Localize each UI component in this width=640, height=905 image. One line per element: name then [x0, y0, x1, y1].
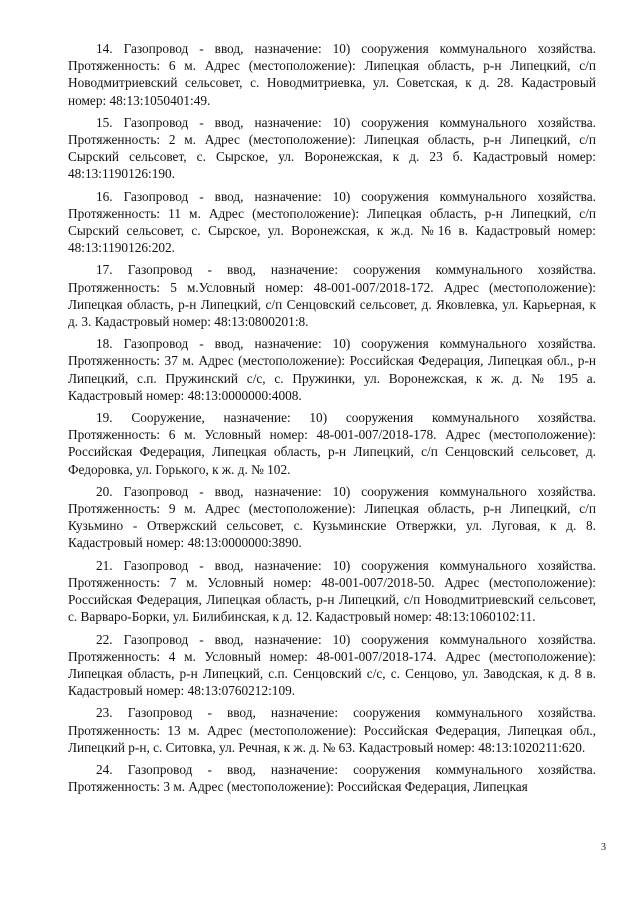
- paragraph-item-19: 19. Сооружение, назначение: 10) сооружения коммунального хозяйства. Протяженность: 6 м. Условный номер: 48-001-007/2018-178. Адрес (местоположение): Российская Федерация, Липецкая область, р-н Липецкий, с/п Сенцовский сельсовет, д. Федоровка, ул. Горького, к ж. д. № 102.: [68, 410, 596, 477]
- paragraph-item-18: 18. Газопровод - ввод, назначение: 10) сооружения коммунального хозяйства. Протяженность: 37 м. Адрес (местоположение): Российская Федерация, Липецкая обл., р-н Липецкий, с.п. Пружинский с/с, с. Пружинки, ул. Воронежская, к ж. д. № 195 а. Кадастровый номер: 48:13:0000000:4008.: [68, 336, 596, 403]
- paragraph-item-16: 16. Газопровод - ввод, назначение: 10) сооружения коммунального хозяйства. Протяженность: 11 м. Адрес (местоположение): Липецкая область, р-н Липецкий, с/п Сырский сельсовет, с. Сырское, ул. Воронежская, к ж.д. №16 в. Кадастровый номер: 48:13:1190126:202.: [68, 188, 596, 256]
- paragraph-item-23: 23. Газопровод - ввод, назначение: сооружения коммунального хозяйства. Протяженность: 13 м. Адрес (местоположение): Российская Федерация, Липецкая обл., Липецкий р-н, с. Ситовка, ул. Речная, к ж. д. № 63. Кадастровый номер: 48:13:1020211:620.: [68, 705, 596, 755]
- paragraph-item-15: 15. Газопровод - ввод, назначение: 10) сооружения коммунального хозяйства. Протяженность: 2 м. Адрес (местоположение): Липецкая область, р-н Липецкий, с/п Сырский сельсовет, с. Сырское, ул. Воронежская, к д. 23 б. Кадастровый номер: 48:13:1190126:190.: [68, 114, 596, 182]
- document-page: [68, 40, 596, 800]
- paragraph-item-22: 22. Газопровод - ввод, назначение: 10) сооружения коммунального хозяйства. Протяженность: 4 м. Условный номер: 48-001-007/2018-174. Адрес (местоположение): Липецкая область, р-н Липецкий, с.п. Сенцовский с/с, с. Сенцово, ул. Заводская, к д. 8 в. Кадастровый номер: 48:13:0760212:109.: [68, 631, 596, 699]
- paragraph-item-17: 17. Газопровод - ввод, назначение: сооружения коммунального хозяйства. Протяженность: 5 м.Условный номер: 48-001-007/2018-172. Адрес (местоположение): Липецкая область, р-н Липецкий, с/п Сенцовский сельсовет, д. Яковлевка, ул. Карьерная, к д. 3. Кадастровый номер: 48:13:0800201:8.: [68, 262, 596, 330]
- paragraph-item-21: 21. Газопровод - ввод, назначение: 10) сооружения коммунального хозяйства. Протяженность: 7 м. Условный номер: 48-001-007/2018-50. Адрес (местоположение): Российская Федерация, Липецкая область, р-н Липецкий, с/п Новодмитриевский сельсовет, с. Варваро-Борки, ул. Билибинская, к д. 12. Кадастровый номер: 48:13:1060102:11.: [68, 557, 596, 625]
- paragraph-item-14: 14. Газопровод - ввод, назначение: 10) сооружения коммунального хозяйства. Протяженность: 6 м. Адрес (местоположение): Липецкая область, р-н Липецкий, с/п Новодмитриевский сельсовет, с. Новодмитриевка, ул. Советская, к д. 28. Кадастровый номер: 48:13:1050401:49.: [68, 41, 596, 108]
- page-number: 3: [601, 842, 606, 853]
- paragraph-item-24: 24. Газопровод - ввод, назначение: сооружения коммунального хозяйства. Протяженность: 3 м. Адрес (местоположение): Российская Федерация, Липецкая: [68, 761, 596, 795]
- paragraph-item-20: 20. Газопровод - ввод, назначение: 10) сооружения коммунального хозяйства. Протяженность: 9 м. Адрес (местоположение): Липецкая область, р-н Липецкий, с/п Кузьмино - Отвержский сельсовет, с. Кузьминские Отвержки, ул. Луговая, к д. 8. Кадастровый номер: 48:13:0000000:3890.: [68, 483, 596, 551]
